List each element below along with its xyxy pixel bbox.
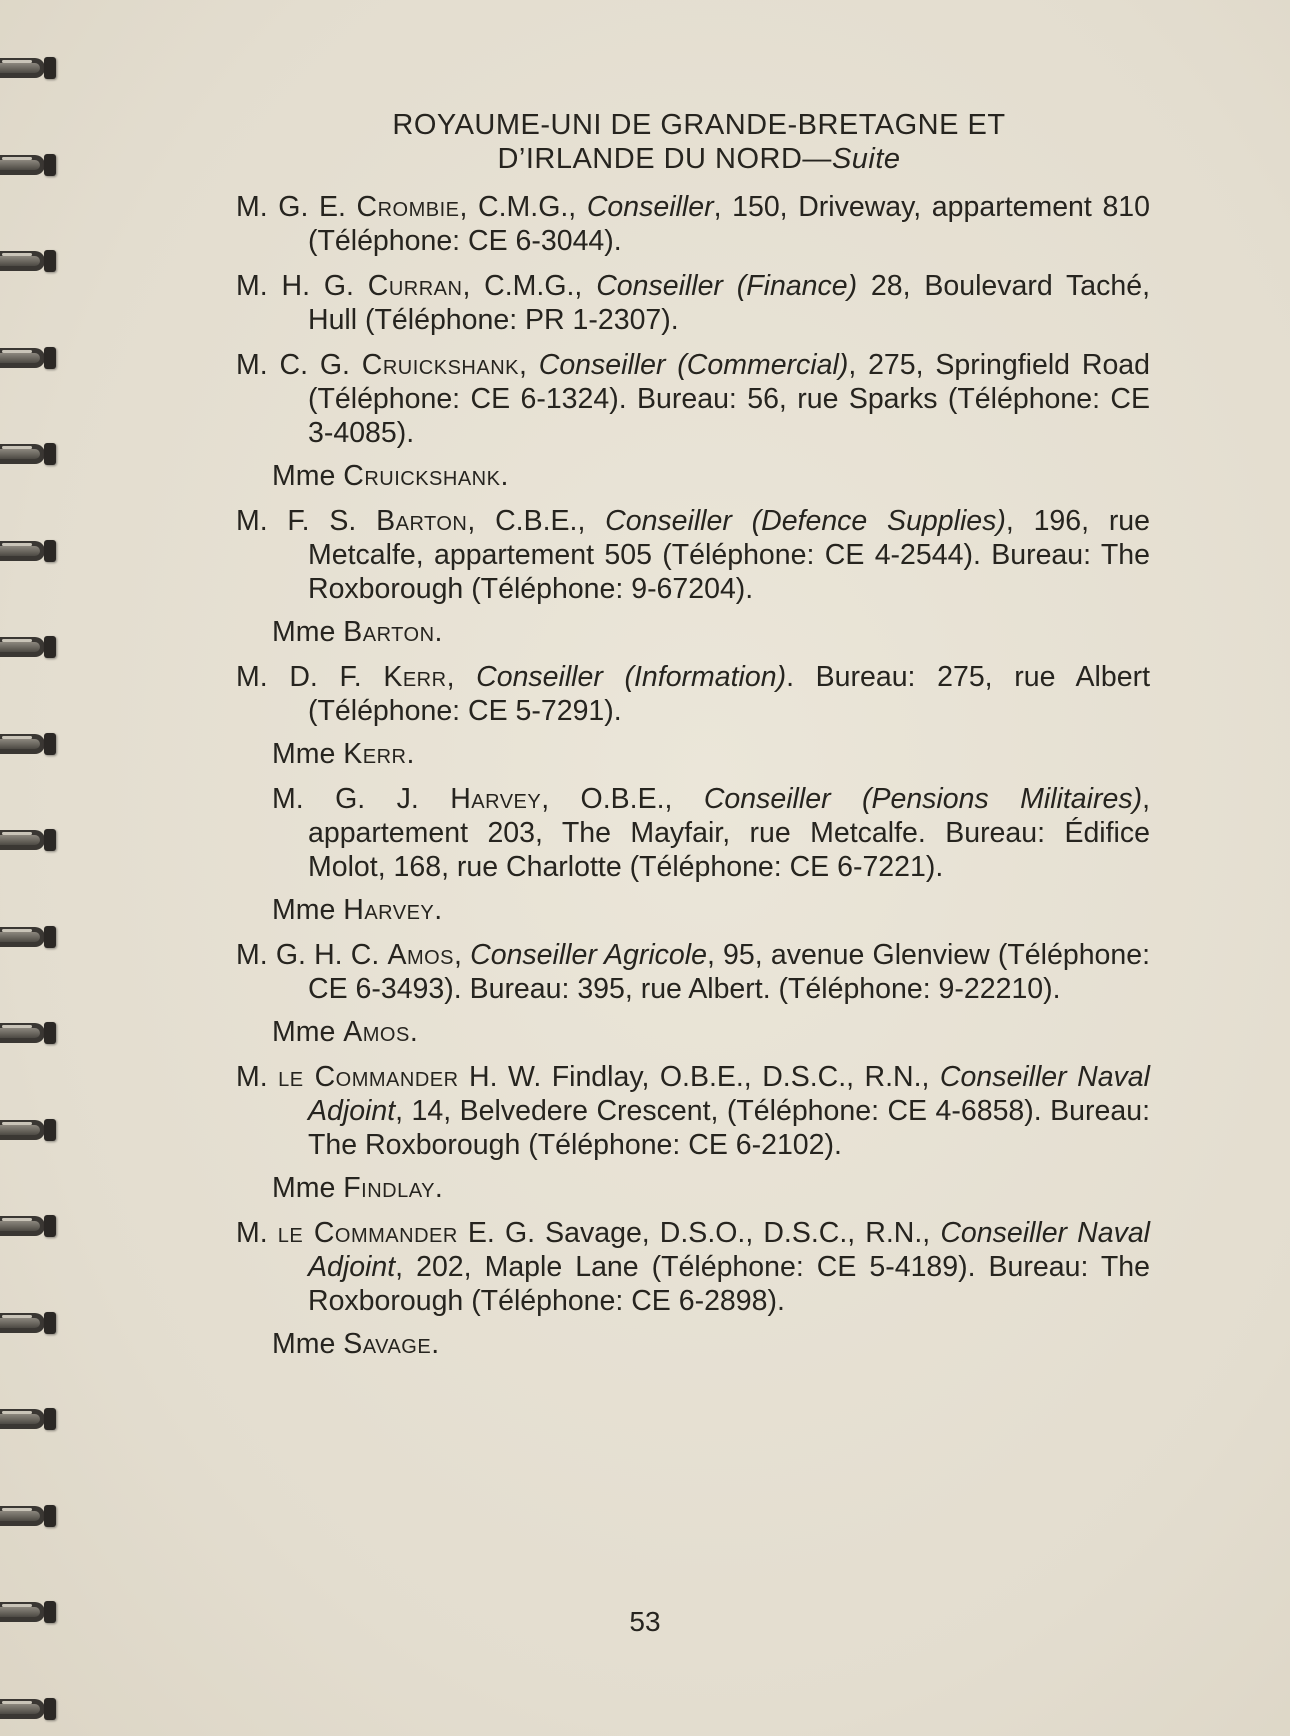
entry-title: Conseiller Naval Adjoint (308, 1217, 1150, 1283)
directory-entry (236, 660, 1150, 728)
binding-ring (0, 149, 56, 179)
spouse-name: Savage. (343, 1328, 440, 1360)
heading-suite: Suite (831, 143, 901, 175)
spouse-prefix: Mme (272, 1016, 344, 1048)
entry-surname: Amos (387, 939, 455, 971)
spouse-prefix: Mme (272, 616, 344, 648)
spouse-line (272, 459, 1150, 493)
entry-address: , appartement 203, The Mayfair, rue Metcalfe. Bureau: Édifice Molot, 168, rue Charlotte (Téléphone: CE 6-7221). (308, 783, 1150, 883)
spouse-prefix: Mme (272, 1172, 344, 1204)
entry-honours: , C.M.G., (459, 191, 587, 223)
page-content (236, 108, 1150, 1372)
entry-title: Conseiller (Defence Supplies) (605, 505, 1006, 537)
binding-ring (0, 631, 56, 661)
binding-ring (0, 921, 56, 951)
entry-surname: le Commander (278, 1061, 459, 1093)
binding-ring (0, 1017, 56, 1047)
binding-ring (0, 728, 56, 758)
entry-surname: le Commander (277, 1217, 458, 1249)
entry-prefix: M. G. E. (236, 191, 357, 223)
entry-title: Conseiller (586, 191, 714, 223)
binding-ring (0, 245, 56, 275)
spouse-line (272, 615, 1150, 649)
entry-surname: Harvey (450, 783, 542, 815)
entry-honours: E. G. Savage, D.S.O., D.S.C., R.N., (457, 1217, 941, 1249)
spouse-name: Amos. (343, 1016, 419, 1048)
entry-surname: Barton (376, 505, 468, 537)
spouse-line (272, 737, 1150, 771)
entry-honours: , (454, 939, 471, 971)
spiral-binding (0, 0, 70, 1736)
spouse-name: Barton. (343, 616, 443, 648)
entry-address: , 202, Maple Lane (Téléphone: CE 5-4189). Bureau: The Roxborough (Téléphone: CE 6-2898). (308, 1251, 1150, 1317)
directory-entry (236, 1060, 1150, 1162)
entry-address: . Bureau: 275, rue Albert (Téléphone: CE 5-7291). (308, 661, 1150, 727)
entry-prefix: M. D. F. (236, 661, 384, 693)
entry-address: 28, Boulevard Taché, Hull (Téléphone: PR 1-2307). (308, 270, 1150, 336)
spouse-prefix: Mme (272, 894, 344, 926)
heading-line-1: ROYAUME-UNI DE GRANDE-BRETAGNE ET (392, 109, 1006, 141)
spouse-line (272, 1327, 1150, 1361)
spouse-line (272, 893, 1150, 927)
binding-ring (0, 824, 56, 854)
directory-entry (236, 504, 1150, 606)
entry-surname: Kerr (383, 661, 447, 693)
binding-ring (0, 1500, 56, 1530)
directory-entry (236, 1216, 1150, 1318)
spouse-name: Harvey. (343, 894, 443, 926)
entry-title: Conseiller Agricole (470, 939, 707, 971)
entry-honours: , (446, 661, 477, 693)
directory-entry (236, 348, 1150, 450)
spouse-line (272, 1015, 1150, 1049)
entry-prefix: M. H. G. (236, 270, 368, 302)
spouse-name: Findlay. (343, 1172, 444, 1204)
section-heading (248, 108, 1150, 176)
binding-ring (0, 438, 56, 468)
directory-entry (236, 938, 1150, 1006)
spouse-name: Kerr. (343, 738, 415, 770)
heading-line-2 (248, 142, 1150, 176)
heading-line-2-text: D’IRLANDE DU NORD— (497, 143, 832, 175)
spouse-line (272, 1171, 1150, 1205)
binding-ring (0, 1210, 56, 1240)
entry-surname: Curran (367, 270, 463, 302)
entry-title: Conseiller (Commercial) (538, 349, 849, 381)
binding-ring (0, 1693, 56, 1723)
entry-title: Conseiller Naval Adjoint (308, 1061, 1150, 1127)
binding-ring (0, 1114, 56, 1144)
entry-title: Conseiller (Finance) (596, 270, 858, 302)
binding-ring (0, 52, 56, 82)
entry-honours: H. W. Findlay, O.B.E., D.S.C., R.N., (458, 1061, 940, 1093)
entry-honours: , C.B.E., (467, 505, 606, 537)
directory-entry (236, 782, 1150, 884)
entry-honours: , C.M.G., (462, 270, 597, 302)
spouse-prefix: Mme (272, 738, 344, 770)
entry-title: Conseiller (Information) (476, 661, 787, 693)
entry-surname: Cruickshank (361, 349, 519, 381)
entry-address: , 150, Driveway, appartement 810 (Téléphone: CE 6-3044). (308, 191, 1150, 257)
entry-prefix: M. G. J. (272, 783, 451, 815)
entry-honours: , O.B.E., (541, 783, 704, 815)
entry-prefix: M. (236, 1217, 278, 1249)
binding-ring (0, 1307, 56, 1337)
binding-ring (0, 1403, 56, 1433)
entry-title: Conseiller (Pensions Militaires) (703, 783, 1143, 815)
directory-entry (236, 269, 1150, 337)
entry-prefix: M. C. G. (236, 349, 362, 381)
binding-ring (0, 535, 56, 565)
entry-honours: , (518, 349, 539, 381)
entry-address: , 95, avenue Glenview (Téléphone: CE 6-3493). Bureau: 395, rue Albert. (Téléphone: 9-22210). (308, 939, 1151, 1005)
entry-address: , 275, Springfield Road (Téléphone: CE 6-1324). Bureau: 56, rue Sparks (Téléphone: CE 3-4085). (308, 349, 1151, 449)
directory-list (236, 190, 1150, 1361)
entry-prefix: M. (236, 1061, 279, 1093)
entry-address: , 14, Belvedere Crescent, (Téléphone: CE 4-6858). Bureau: The Roxborough (Téléphone: CE 6-2102). (308, 1095, 1150, 1161)
binding-ring (0, 342, 56, 372)
entry-address: , 196, rue Metcalfe, appartement 505 (Téléphone: CE 4-2544). Bureau: The Roxborough (Téléphone: 9-67204). (308, 505, 1151, 605)
entry-prefix: M. G. H. C. (236, 939, 388, 971)
directory-entry (236, 190, 1150, 258)
spouse-prefix: Mme (272, 1328, 344, 1360)
spouse-name: Cruickshank. (343, 460, 509, 492)
entry-prefix: M. F. S. (236, 505, 377, 537)
page-number: 53 (629, 1606, 661, 1637)
spouse-prefix: Mme (272, 460, 344, 492)
entry-surname: Crombie (356, 191, 460, 223)
